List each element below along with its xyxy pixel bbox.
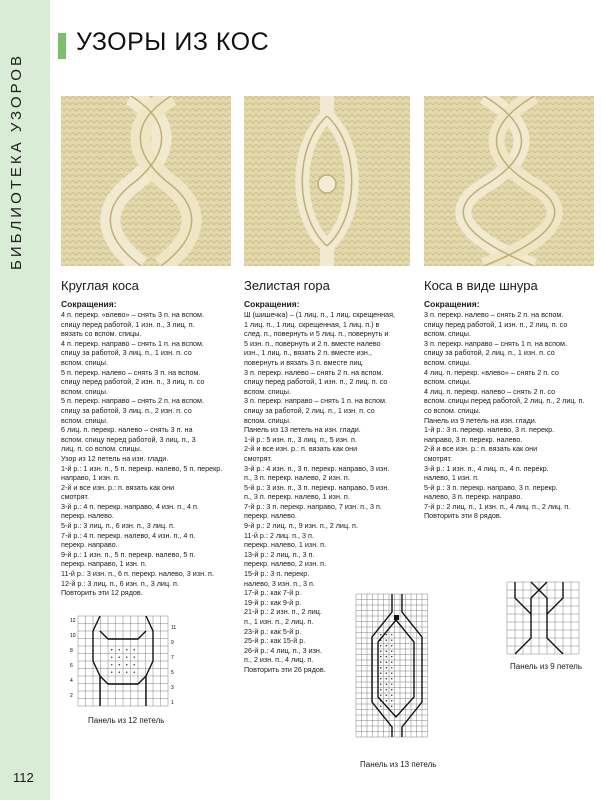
purl-dot [386, 673, 387, 674]
instruction-line: 19-й р.: как 9-й р. [244, 597, 302, 607]
chart-row-number: 4 [70, 678, 73, 684]
purl-dot [119, 664, 120, 665]
purl-dot [391, 689, 392, 690]
chart-row-number: 3 [171, 685, 174, 691]
purl-dot [380, 678, 381, 679]
abbreviations-heading: Сокращения: [424, 299, 480, 309]
instruction-line: 11-й р.: 2 лиц. п., 3 п. [244, 530, 314, 540]
instruction-line: 17-й р.: как 7-й р. [244, 588, 302, 598]
chart-caption: Панель из 9 петель [510, 662, 582, 671]
instruction-line: налево, 3 п. перекр. направо. [424, 492, 523, 502]
purl-dot [386, 645, 387, 646]
purl-dot [380, 645, 381, 646]
chart-row-number: 6 [70, 663, 73, 669]
purl-dot [391, 678, 392, 679]
instruction-line: 26-й р.: 4 лиц. п., 3 изн. [244, 645, 322, 655]
instruction-line: 4 лиц. п. перекр. «влево» – снять 2 п. со [424, 367, 559, 377]
instruction-line: перекр. направо. [61, 540, 118, 550]
purl-dot [386, 700, 387, 701]
instruction-line: 5 изн. п., повернуть и 2 п. вместе налево [244, 338, 381, 348]
instruction-line: Повторить эти 8 рядов. [424, 511, 502, 521]
instruction-line: вспом. спицы. [424, 357, 471, 367]
purl-dot [380, 651, 381, 652]
instruction-line: 3 п. перекр. направо – снять 1 п. на вспом. [424, 338, 567, 348]
purl-dot [380, 662, 381, 663]
instruction-line: вспом. спицы перед работой, 2 лиц. п., 2 лиц. п. [424, 396, 585, 406]
instruction-line: п., 3 п. перекр. налево, 1 изн. п. [244, 492, 350, 502]
instruction-line: спицу перед работой, 1 изн. п., 2 лиц. п. со [424, 319, 568, 329]
purl-dot [391, 673, 392, 674]
purl-dot [380, 656, 381, 657]
instruction-line: перекр. налево. [61, 511, 114, 521]
purl-dot [391, 700, 392, 701]
instruction-line: 5-й р.: 3 изн. п., 3 п. перекр. направо, 5 изн. [244, 482, 390, 492]
instruction-line: 5-й р.: 3 п. перекр. направо, 3 п. перекр. [424, 482, 558, 492]
pattern-column-3 [424, 278, 594, 521]
purl-dot [386, 689, 387, 690]
instruction-line: вязать со вспом. спицы. [61, 329, 142, 339]
instruction-line: 23-й р.: как 5-й р. [244, 626, 302, 636]
instruction-line: лиц. п. со вспом. спицы. [61, 444, 142, 454]
swatch-photo-round-cable [61, 96, 231, 266]
instruction-line: 1-й р.: 5 изн. п., 3 лиц. п., 5 изн. п. [244, 434, 357, 444]
purl-dot [126, 672, 127, 673]
instruction-line: 7-й р.: 3 п. перекр. направо, 7 изн. п., 3 п. [244, 501, 382, 511]
purl-dot [111, 649, 112, 650]
purl-dot [380, 634, 381, 635]
purl-dot [391, 656, 392, 657]
instruction-line: 1-й р.: 3 п. перекр. налево, 3 п. перекр. [424, 425, 555, 435]
purl-dot [391, 667, 392, 668]
purl-dot [126, 657, 127, 658]
purl-dot [134, 649, 135, 650]
instruction-line: 7-й р.: 2 лиц. п., 1 изн. п., 4 лиц. п., 2 лиц. п. [424, 501, 571, 511]
instruction-line: 3-й р.: 1 изн. п., 4 лиц. п., 4 п. перекр. [424, 463, 549, 473]
instruction-line: вспом. спицу перед работой, 3 лиц. п., 3 [61, 434, 196, 444]
pattern-name: Зелистая гора [244, 278, 330, 293]
instruction-line: 15-й р.: 3 п. перекр. [244, 569, 310, 579]
instruction-line: 2-й и все изн. р.: п. вязать как они [424, 444, 538, 454]
instruction-line: смотрят. [61, 492, 89, 502]
purl-dot [134, 664, 135, 665]
purl-dot [111, 672, 112, 673]
instruction-line: 4 п. перекр. направо – снять 1 п. на вспом. [61, 338, 204, 348]
instruction-line: перекр. направо, 1 изн. п. [61, 559, 147, 569]
instruction-line: спицу за работой, 3 лиц. п., 1 изн. п. со [61, 348, 192, 358]
purl-dot [380, 689, 381, 690]
instruction-line: вспом. спицы. [61, 357, 108, 367]
instruction-line: 1-й р.: 1 изн. п., 5 п. перекр. налево, 5 п. перекр. [61, 463, 223, 473]
purl-dot [380, 695, 381, 696]
instruction-line: Панель из 9 петель на изн. глади. [424, 415, 537, 425]
purl-dot [380, 684, 381, 685]
page-number: 112 [13, 770, 34, 785]
purl-dot [386, 640, 387, 641]
purl-dot [386, 634, 387, 635]
purl-dot [391, 706, 392, 707]
instruction-line: спицу перед работой, 1 изн. п., 2 лиц. п. со [244, 377, 388, 387]
instruction-line: 12-й р.: 3 лиц. п., 6 изн. п., 3 лиц. п. [61, 578, 179, 588]
instruction-line: 1 лиц. п., 1 лиц. скрещенная, 1 лиц. п.) в [244, 319, 380, 329]
instruction-line: направо, 3 п. перекр. налево. [424, 434, 523, 444]
instruction-line: 25-й р.: как 15-й р. [244, 636, 306, 646]
chart-row-number: 5 [171, 670, 174, 676]
instruction-line: 21-й р.: 2 изн. п., 2 лиц. [244, 607, 322, 617]
instruction-line: 3 п. перекр. направо – снять 1 п. на вспом. [244, 396, 387, 406]
instruction-line: вспом. спицы. [244, 386, 291, 396]
instruction-line: 6 лиц. п. перекр. налево – снять 3 п. на [61, 425, 193, 435]
purl-dot [391, 684, 392, 685]
instruction-line: перекр. налево. [244, 511, 297, 521]
instruction-line: 5-й р.: 3 лиц. п., 6 изн. п., 3 лиц. п. [61, 521, 175, 531]
instruction-line: вспом. спицы. [424, 329, 471, 339]
abbreviations-heading: Сокращения: [61, 299, 117, 309]
purl-dot [111, 664, 112, 665]
chart-row-number: 11 [171, 625, 177, 631]
instruction-line: 3 п. перекр. налево – снять 2 п. на вспом. [244, 367, 384, 377]
chart-row-number: 2 [70, 693, 73, 699]
instruction-line: Ш (шишечка) – (1 лиц. п., 1 лиц. скрещенная, [244, 310, 396, 319]
knitting-chart-3 [505, 580, 585, 665]
abbreviations-heading: Сокращения: [244, 299, 300, 309]
instruction-line: смотрят. [244, 453, 272, 463]
chart-row-number: 8 [70, 648, 73, 654]
purl-dot [126, 664, 127, 665]
purl-dot [391, 695, 392, 696]
knitting-chart-1 [68, 612, 188, 717]
instruction-line: 11-й р.: 3 изн. п., 6 п. перекр. налево, 3 изн. п. [61, 569, 214, 579]
instruction-line: 5 п. перекр. направо – снять 2 п. на вспом. [61, 396, 204, 406]
chart-row-number: 9 [171, 640, 174, 646]
purl-dot [391, 662, 392, 663]
purl-dot [391, 651, 392, 652]
instruction-line: со вспом. спицы. [424, 405, 481, 415]
instruction-line: 9-й р.: 1 изн. п., 5 п. перекр. налево, 5 п. [61, 549, 196, 559]
purl-dot [119, 649, 120, 650]
sidebar-label: БИБЛИОТЕКА УЗОРОВ [8, 53, 25, 270]
knitting-chart-2 [352, 592, 448, 747]
purl-dot [380, 706, 381, 707]
instruction-line: перекр. налево, 2 изн. п. [244, 559, 327, 569]
instruction-line: 3 п. перекр. налево – снять 2 п. на вспом. [424, 310, 564, 319]
instruction-line: Узор из 12 петель на изн. глади. [61, 453, 169, 463]
purl-dot [386, 695, 387, 696]
instruction-line: спицу перед работой, 1 изн. п., 3 лиц. п. [61, 319, 195, 329]
pattern-column-1 [61, 278, 231, 598]
instruction-line: смотрят. [424, 453, 452, 463]
instruction-line: спицу перед работой, 2 изн. п., 3 лиц. п. со [61, 377, 205, 387]
instruction-line: Повторить эти 12 рядов. [61, 588, 143, 598]
instruction-line: 3-й р.: 4 изн. п., 3 п. перекр. направо, 3 изн. [244, 463, 390, 473]
swatch-photo-cord-cable [424, 96, 594, 266]
instruction-line: 3-й р.: 4 п. перекр. направо, 4 изн. п., 4 п. [61, 501, 199, 511]
chart-row-number: 12 [70, 618, 76, 624]
instruction-line: вспом. спицы. [424, 377, 471, 387]
instruction-line: п., 3 п. перекр. налево, 2 изн. п. [244, 473, 350, 483]
purl-dot [391, 640, 392, 641]
purl-dot [391, 645, 392, 646]
instruction-line: 7-й р.: 4 п. перекр. налево, 4 изн. п., 4 п. [61, 530, 196, 540]
pattern-name: Круглая коса [61, 278, 139, 293]
purl-dot [119, 672, 120, 673]
purl-dot [134, 672, 135, 673]
instruction-line: направо, 1 изн. п. [61, 473, 120, 483]
instruction-line: налево, 1 изн. п. [424, 473, 480, 483]
purl-dot [380, 667, 381, 668]
instruction-line: 2-й и все изн. р.: п. вязать как они [244, 444, 358, 454]
instruction-line: Панель из 13 петель на изн. глади. [244, 425, 361, 435]
instruction-line: спицу за работой, 3 лиц. п., 2 изн. п. со [61, 405, 192, 415]
chart-caption: Панель из 13 петель [360, 760, 437, 769]
purl-dot [386, 667, 387, 668]
page-title: УЗОРЫ ИЗ КОС [76, 28, 270, 56]
instruction-line: налево, 3 изн. п., 3 п. [244, 578, 315, 588]
instruction-line: вспом. спицы. [244, 415, 291, 425]
purl-dot [386, 656, 387, 657]
instruction-line: п., 2 изн. п., 4 лиц. п. [244, 655, 314, 665]
purl-dot [111, 657, 112, 658]
purl-dot [126, 649, 127, 650]
chart-row-number: 7 [171, 655, 174, 661]
instruction-line: Повторить эти 26 рядов. [244, 664, 326, 674]
instruction-line: 5 п. перекр. налево – снять 3 п. на вспом. [61, 367, 201, 377]
swatch-photo-bobble-mountain [244, 96, 410, 266]
instruction-line: 4 лиц. п. перекр. налево – снять 2 п. со [424, 386, 556, 396]
instruction-line: повернуть и вязать 3 п. вместе лиц. [244, 357, 364, 367]
chart-row-number: 10 [70, 633, 76, 639]
instruction-line: 13-й р.: 2 лиц. п., 3 п. [244, 549, 315, 559]
instruction-line: перекр. налево, 1 изн. п. [244, 540, 327, 550]
purl-dot [386, 684, 387, 685]
instruction-line: спицу за работой, 2 лиц. п., 1 изн. п. со [244, 405, 375, 415]
purl-dot [119, 657, 120, 658]
purl-dot [386, 662, 387, 663]
instruction-line: след. п., повернуть и 5 лиц. п., повернуть и [244, 329, 389, 339]
purl-dot [386, 651, 387, 652]
chart-caption: Панель из 12 петель [88, 716, 165, 725]
instruction-line: 9-й р.: 2 лиц. п., 9 изн. п., 2 лиц. п. [244, 521, 358, 531]
instruction-line: 2-й и все изн. р.: п. вязать как они [61, 482, 175, 492]
purl-dot [386, 678, 387, 679]
purl-dot [134, 657, 135, 658]
instruction-line: вспом. спицы. [61, 386, 108, 396]
purl-dot [380, 673, 381, 674]
purl-dot [391, 634, 392, 635]
instruction-line: изн., 1 лиц. п., вязать 2 п. вместе изн., [244, 348, 372, 358]
instruction-line: спицу за работой, 2 лиц. п., 1 изн. п. со [424, 348, 555, 358]
title-accent-bar [58, 33, 66, 59]
instruction-line: 4 п. перекр. «влево» – снять 3 п. на вспом. [61, 310, 204, 319]
instruction-line: п., 1 изн. п., 2 лиц. п. [244, 617, 314, 626]
chart-row-number: 1 [171, 700, 174, 706]
instruction-line: вспом. спицы. [61, 415, 108, 425]
pattern-name: Коса в виде шнура [424, 278, 538, 293]
bobble-symbol [394, 615, 399, 620]
